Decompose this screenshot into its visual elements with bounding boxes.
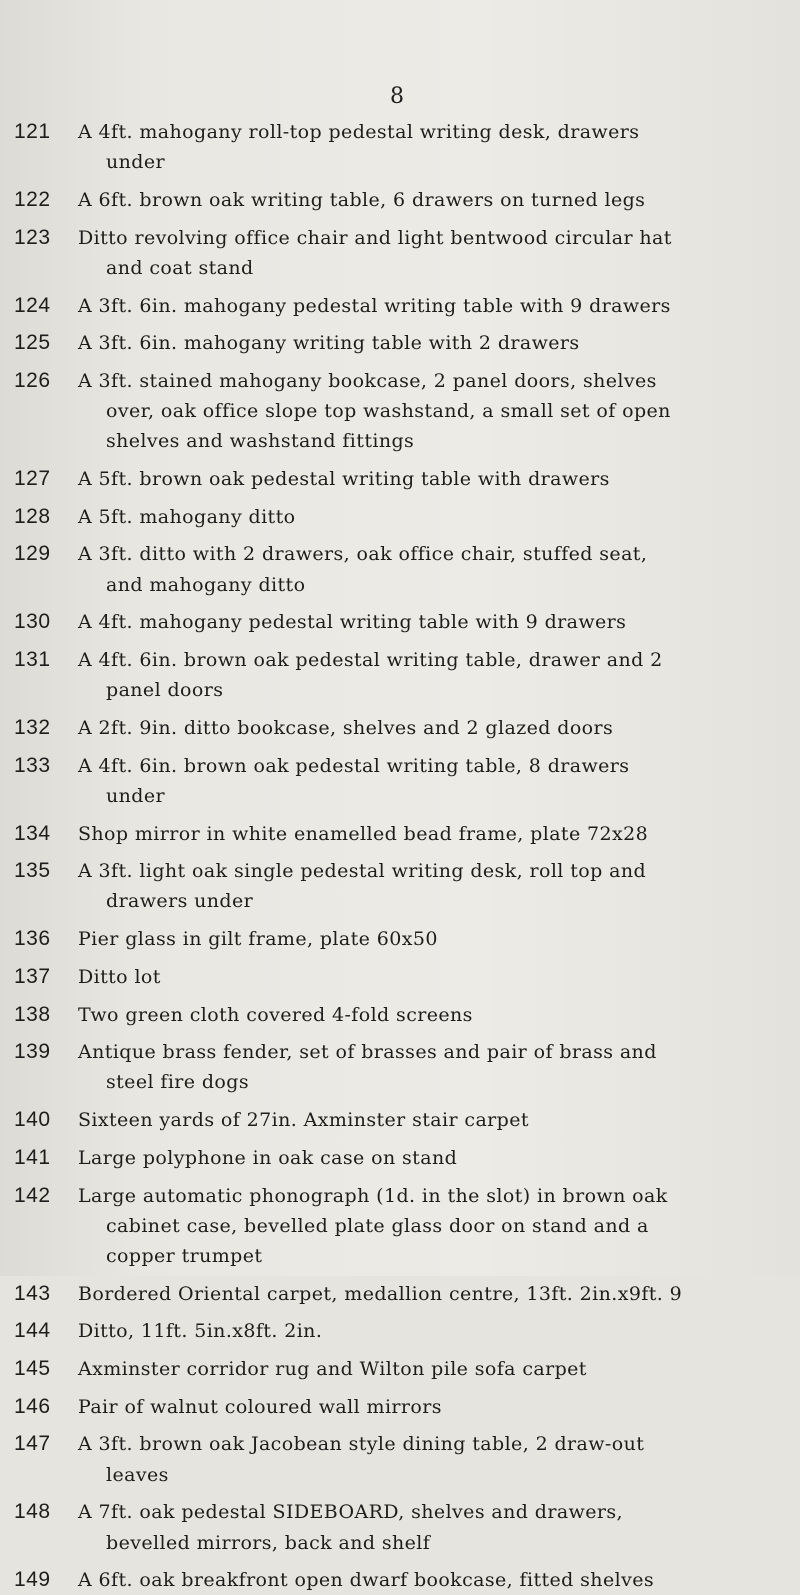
lot-description-line: Pair of walnut coloured wall mirrors <box>78 1395 442 1418</box>
lot-description-continuation: over, oak office slope top washstand, a small set of open <box>106 400 671 423</box>
lot-number: 136 <box>14 927 51 951</box>
lot-description-line: Ditto, 11ft. 5in.x8ft. 2in. <box>78 1320 323 1343</box>
lot-number: 124 <box>14 293 51 317</box>
lot-number: 148 <box>14 1500 51 1524</box>
lot-description-line: Large polyphone in oak case on stand <box>78 1146 458 1169</box>
lot-number: 131 <box>14 648 51 671</box>
lot-description-continuation: under <box>106 784 165 807</box>
lot-description-continuation: copper trumpet <box>106 1244 263 1267</box>
lot-description-line: A 5ft. brown oak pedestal writing table with drawers <box>78 468 610 490</box>
lot-description <box>78 751 780 811</box>
lot-number: 146 <box>14 1394 51 1418</box>
lot-number: 126 <box>14 368 51 392</box>
lot-description-continuation: and coat stand <box>106 256 254 279</box>
lot-description-line: A 4ft. mahogany pedestal writing table with 9 drawers <box>78 611 627 634</box>
lot-description-line: Sixteen yards of 27in. Axminster stair carpet <box>78 1109 529 1132</box>
lot-description-line: A 3ft. 6in. mahogany writing table with 2 drawers <box>78 332 580 355</box>
lot-description <box>78 117 780 177</box>
lot-number: 144 <box>14 1319 51 1343</box>
lot-description-line: A 3ft. brown oak Jacobean style dining table, 2 draw-out <box>78 1433 645 1456</box>
lot-number: 130 <box>14 610 51 634</box>
lot-number: 140 <box>14 1108 51 1132</box>
lot-description <box>78 924 780 954</box>
lot-description-line: A 3ft. ditto with 2 drawers, oak office chair, stuffed seat, <box>78 543 648 566</box>
lot-number: 123 <box>14 225 51 249</box>
lot-description-line: A 2ft. 9in. ditto bookcase, shelves and 2 glazed doors <box>78 716 614 739</box>
lot-description <box>78 1497 780 1557</box>
lot-number: 142 <box>14 1183 51 1207</box>
lot-description-line: A 4ft. mahogany roll-top pedestal writing desk, drawers <box>78 121 640 143</box>
lot-description-continuation: steel fire dogs <box>106 1071 249 1094</box>
lot-description-line: Antique brass fender, set of brasses and pair of brass and <box>78 1041 657 1064</box>
lot-description <box>78 185 780 215</box>
lot-number: 143 <box>14 1281 51 1305</box>
lot-description <box>78 1037 780 1097</box>
lot-description <box>78 464 780 494</box>
lot-description-line: Pier glass in gilt frame, plate 60x50 <box>78 928 438 951</box>
lot-description-line: A 3ft. stained mahogany bookcase, 2 panel doors, shelves <box>78 369 657 392</box>
lot-description-line: Ditto revolving office chair and light bentwood circular hat <box>78 226 672 249</box>
lot-number: 145 <box>14 1357 51 1380</box>
lot-number: 127 <box>14 467 51 490</box>
lot-number: 147 <box>14 1432 51 1456</box>
lot-description-line: A 6ft. oak breakfront open dwarf bookcase, fitted shelves <box>78 1569 654 1592</box>
lot-description-continuation: leaves <box>106 1463 169 1486</box>
lot-description <box>78 607 780 637</box>
lot-description <box>78 856 780 916</box>
lot-description-continuation: drawers under <box>106 890 254 913</box>
lot-description <box>78 645 780 705</box>
lot-description-continuation: bevelled mirrors, back and shelf <box>106 1531 431 1554</box>
lot-description <box>78 502 780 532</box>
lot-number: 137 <box>14 964 51 988</box>
lot-description-line: A 5ft. mahogany ditto <box>78 505 296 528</box>
lot-number: 141 <box>14 1145 51 1169</box>
lot-description-line: A 3ft. light oak single pedestal writing desk, roll top and <box>78 860 647 883</box>
lot-description <box>78 1429 780 1489</box>
lot-description <box>78 328 780 358</box>
lot-number: 139 <box>14 1040 51 1064</box>
lot-description-line: A 7ft. oak pedestal SIDEBOARD, shelves and drawers, <box>78 1501 623 1524</box>
lot-number: 149 <box>14 1568 51 1592</box>
lot-description-continuation: shelves and washstand fittings <box>106 430 415 453</box>
lot-description-line: Bordered Oriental carpet, medallion centre, 13ft. 2in.x9ft. 9 <box>78 1282 683 1305</box>
lot-description <box>78 819 780 849</box>
lot-description-line: A 3ft. 6in. mahogany pedestal writing table with 9 drawers <box>78 294 671 317</box>
lot-description-line: Shop mirror in white enamelled bead frame, plate 72x28 <box>78 822 649 845</box>
lot-description-continuation: and mahogany ditto <box>106 573 306 596</box>
lot-number: 125 <box>14 331 51 355</box>
lot-description <box>78 366 780 457</box>
lot-number: 128 <box>14 504 51 528</box>
page-number: 8 <box>390 84 405 109</box>
lot-description <box>78 1354 780 1384</box>
lot-description <box>78 291 780 321</box>
lot-description <box>78 1105 780 1135</box>
lot-number: 134 <box>14 821 51 845</box>
lot-description <box>78 1181 780 1272</box>
lot-description <box>78 1279 780 1309</box>
lot-description <box>78 1392 780 1422</box>
lot-description-continuation: under <box>106 151 165 174</box>
lot-description <box>78 713 780 743</box>
lot-number: 129 <box>14 542 51 566</box>
lot-description <box>78 962 780 992</box>
lot-description <box>78 1565 780 1595</box>
lot-description-line: A 4ft. 6in. brown oak pedestal writing table, drawer and 2 <box>78 649 663 671</box>
lot-description <box>78 1143 780 1173</box>
lot-description-line: Large automatic phonograph (1d. in the slot) in brown oak <box>78 1184 668 1207</box>
lot-description-line: Ditto lot <box>78 965 161 988</box>
lot-description-continuation: cabinet case, bevelled plate glass door on stand and a <box>106 1214 649 1237</box>
lot-description <box>78 1000 780 1030</box>
lot-description <box>78 1316 780 1346</box>
lot-number: 138 <box>14 1002 51 1026</box>
lot-description <box>78 223 780 283</box>
lot-number: 121 <box>14 120 51 143</box>
lot-number: 133 <box>14 753 51 777</box>
lot-number: 135 <box>14 859 51 883</box>
lot-description-line: Axminster corridor rug and Wilton pile sofa carpet <box>78 1358 587 1380</box>
lot-description <box>78 539 780 599</box>
lot-description-continuation: panel doors <box>106 679 224 702</box>
lot-description-line: A 6ft. brown oak writing table, 6 drawers on turned legs <box>78 188 646 211</box>
lot-description-line: Two green cloth covered 4-fold screens <box>78 1003 473 1026</box>
lot-number: 122 <box>14 187 51 211</box>
lot-number: 132 <box>14 715 51 739</box>
lot-description-line: A 4ft. 6in. brown oak pedestal writing table, 8 drawers <box>78 754 630 777</box>
